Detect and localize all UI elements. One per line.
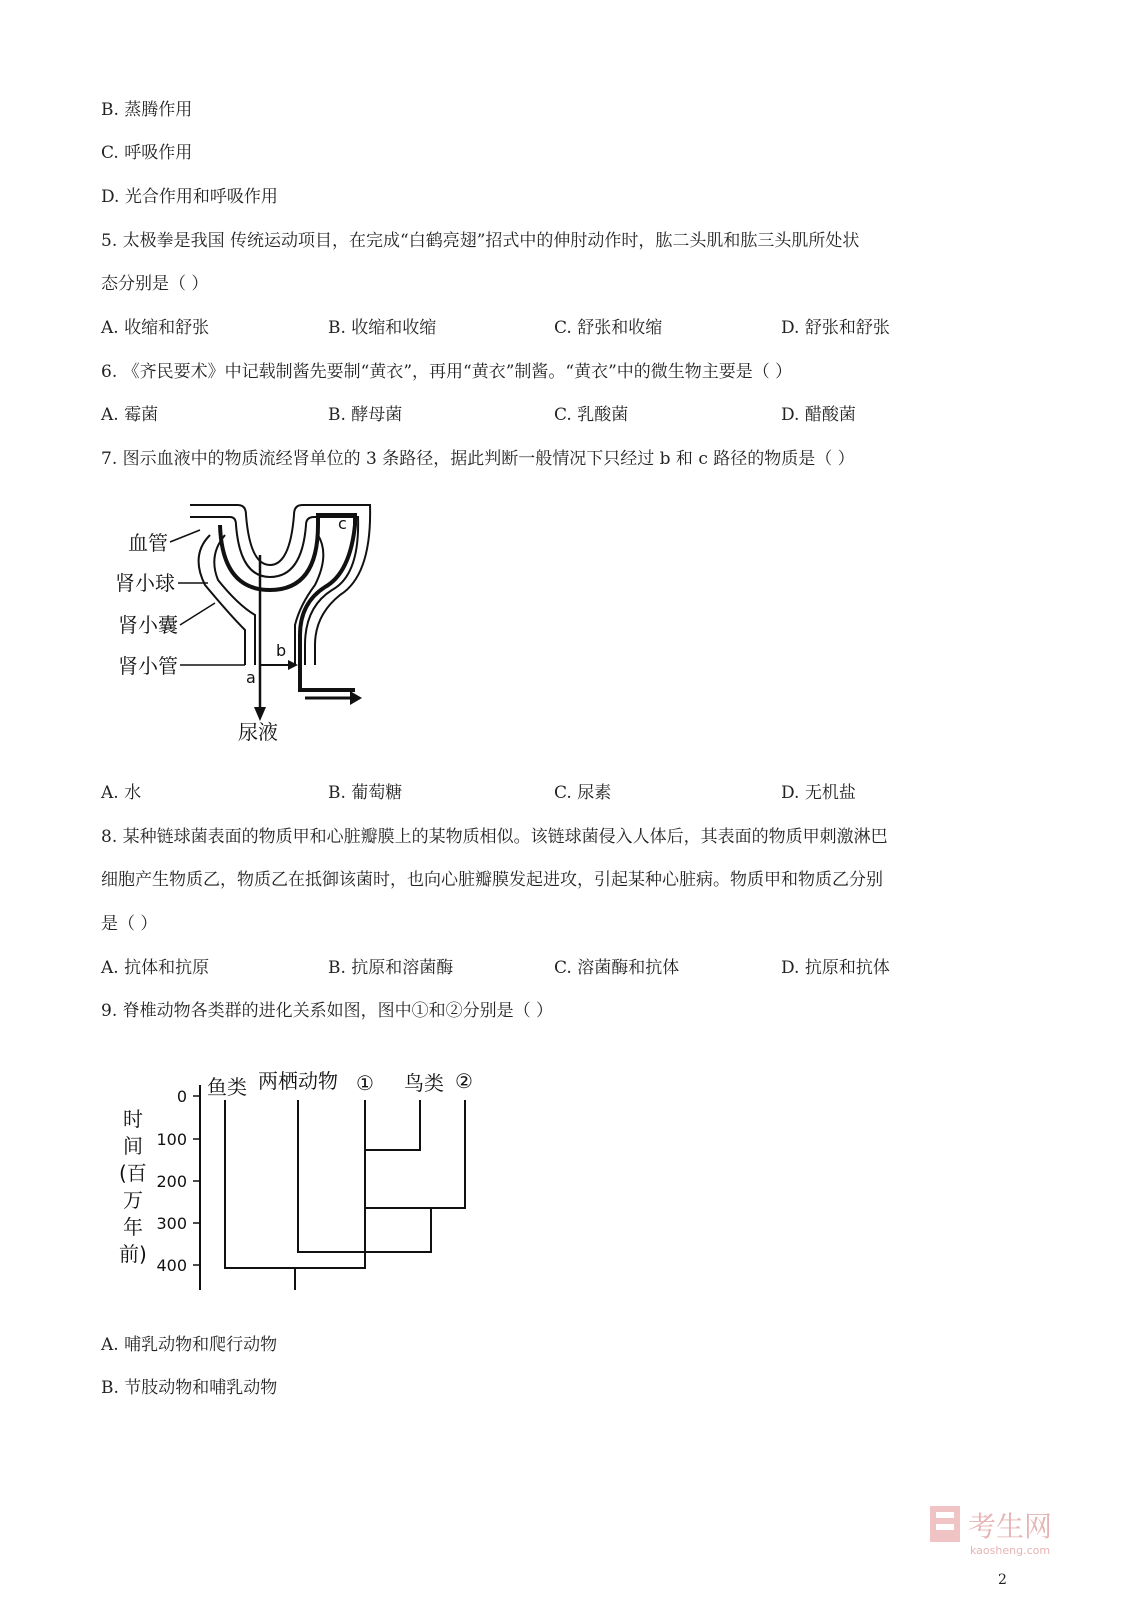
taxon-birds: 鸟类 — [404, 1071, 444, 1095]
q4-option-d: D. 光合作用和呼吸作用 — [101, 187, 278, 207]
label-path-c: c — [338, 514, 347, 533]
q5-option-c: C. 舒张和收缩 — [554, 318, 663, 338]
q8-stem-line2: 细胞产生物质乙，物质乙在抵御该菌时，也向心脏瓣膜发起进攻，引起某种心脏病。物质甲和物质乙分别 — [101, 870, 883, 890]
axis-char-6: 前) — [119, 1242, 147, 1266]
q7-stem: 7. 图示血液中的物质流经肾单位的 3 条路径，据此判断一般情况下只经过 b 和 c 路径的物质是（ ） — [101, 449, 855, 469]
q9-option-a: A. 哺乳动物和爬行动物 — [101, 1335, 278, 1355]
q7-option-d: D. 无机盐 — [781, 783, 856, 803]
q5-option-d: D. 舒张和舒张 — [781, 318, 890, 338]
label-blood-vessel: 血管 — [128, 531, 168, 555]
q9-stem: 9. 脊椎动物各类群的进化关系如图，图中①和②分别是（ ） — [101, 1001, 554, 1021]
axis-char-1: 时 — [123, 1107, 143, 1131]
axis-char-3: (百 — [119, 1161, 147, 1185]
q5-stem-line1: 5. 太极拳是我国 传统运动项目，在完成“白鹤亮翅”招式中的伸肘动作时，肱二头肌和肱三头肌所处状 — [101, 231, 860, 251]
q8-stem-line1: 8. 某种链球菌表面的物质甲和心脏瓣膜上的某物质相似。该链球菌侵入人体后，其表面的物质甲刺激淋巴 — [101, 827, 888, 847]
q7-option-c: C. 尿素 — [554, 783, 612, 803]
q5-stem-line2: 态分别是（ ） — [101, 274, 209, 294]
q5-option-a: A. 收缩和舒张 — [101, 318, 210, 338]
watermark-text: 考生网 — [968, 1510, 1053, 1543]
tick-300: 300 — [156, 1214, 187, 1233]
q4-option-b: B. 蒸腾作用 — [101, 100, 193, 120]
label-capsule: 肾小囊 — [118, 613, 178, 637]
q4-option-c: C. 呼吸作用 — [101, 143, 193, 163]
q8-option-c: C. 溶菌酶和抗体 — [554, 958, 680, 978]
tick-100: 100 — [156, 1130, 187, 1149]
q8-stem-line3: 是（ ） — [101, 914, 158, 934]
taxon-mark-2: ② — [455, 1069, 473, 1093]
taxon-amphibians: 两栖动物 — [258, 1069, 338, 1093]
watermark-logo — [930, 1500, 1090, 1560]
label-tubule: 肾小管 — [118, 654, 178, 678]
q6-option-c: C. 乳酸菌 — [554, 405, 629, 425]
axis-char-4: 万 — [123, 1188, 143, 1212]
q6-option-b: B. 酵母菌 — [328, 405, 403, 425]
label-glomerulus: 肾小球 — [115, 571, 175, 595]
vertebrate-tree — [115, 1060, 495, 1300]
q8-option-a: A. 抗体和抗原 — [101, 958, 210, 978]
tick-200: 200 — [156, 1172, 187, 1191]
axis-char-2: 间 — [123, 1134, 143, 1158]
page-number: 2 — [998, 1572, 1007, 1588]
taxon-fish: 鱼类 — [207, 1075, 247, 1099]
axis-char-5: 年 — [123, 1215, 143, 1239]
q5-option-b: B. 收缩和收缩 — [328, 318, 437, 338]
q8-option-b: B. 抗原和溶菌酶 — [328, 958, 454, 978]
label-path-a: a — [246, 668, 256, 687]
tick-0: 0 — [176, 1087, 187, 1106]
label-urine: 尿液 — [238, 720, 278, 744]
q9-option-b: B. 节肢动物和哺乳动物 — [101, 1378, 278, 1398]
tick-400: 400 — [156, 1256, 187, 1275]
q6-option-d: D. 醋酸菌 — [781, 405, 856, 425]
watermark-url: kaosheng.com — [970, 1544, 1051, 1557]
label-path-b: b — [276, 641, 287, 660]
q7-option-b: B. 葡萄糖 — [328, 783, 403, 803]
q6-stem: 6. 《齐民要术》中记载制酱先要制“黄衣”，再用“黄衣”制酱。“黄衣”中的微生物主要是（ ） — [101, 362, 793, 382]
q8-option-d: D. 抗原和抗体 — [781, 958, 890, 978]
taxon-mark-1: ① — [356, 1071, 374, 1095]
q6-option-a: A. 霉菌 — [101, 405, 159, 425]
q7-option-a: A. 水 — [101, 783, 142, 803]
nephron-diagram — [110, 495, 380, 750]
